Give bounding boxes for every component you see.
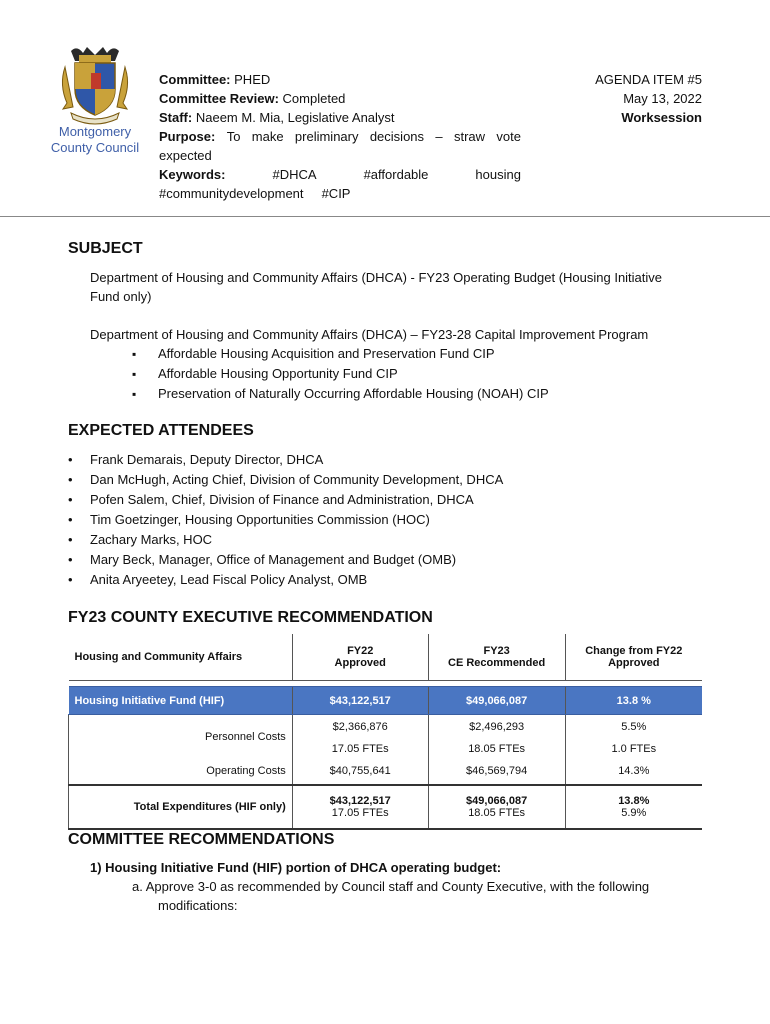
header-line: Approved — [334, 657, 386, 669]
meeting-info — [159, 70, 521, 203]
table-header: Housing and Community Affairs — [69, 634, 293, 681]
table-row — [69, 759, 703, 785]
cell-line: 17.05 FTEs — [331, 806, 389, 819]
purpose-word: To — [226, 129, 241, 144]
purpose-word: make — [251, 129, 284, 144]
cell-line: $49,066,087 — [466, 794, 528, 807]
review-value: Completed — [282, 91, 346, 106]
attendees-heading: EXPECTED ATTENDEES — [68, 422, 254, 439]
table-cell: $2,366,876 — [292, 715, 428, 739]
table-cell: $46,569,794 — [428, 759, 565, 785]
purpose-word: straw — [453, 129, 486, 144]
subject-line: Department of Housing and Community Affairs (DHCA) – FY23-28 Capital Improvement Program — [90, 327, 649, 342]
keyword: #DHCA — [272, 167, 317, 182]
header-line: FY22 — [347, 645, 374, 657]
purpose-line2: expected — [159, 148, 212, 163]
keyword: housing — [475, 167, 521, 182]
subject-heading: SUBJECT — [68, 240, 143, 257]
table-cell: $2,496,293 — [428, 715, 565, 739]
header-line: FY23 — [483, 645, 510, 657]
table-header — [292, 634, 428, 681]
list-item: • Tim Goetzinger, Housing Opportunities Commission (HOC) — [68, 510, 503, 530]
table-row — [69, 687, 703, 715]
committee-label: Committee: — [159, 72, 231, 87]
table-cell: 14.3% — [565, 759, 702, 785]
county-seal-icon — [57, 45, 133, 127]
table-cell: Total Expenditures (HIF only) — [69, 785, 293, 829]
table-row — [69, 785, 703, 829]
table-cell: 1.0 FTEs — [565, 739, 702, 759]
table-cell: $49,066,087 — [428, 687, 565, 715]
review-label: Committee Review: — [159, 91, 279, 106]
rec-item-1a — [132, 877, 712, 915]
table-cell: 17.05 FTEs — [292, 739, 428, 759]
cip-list — [132, 344, 549, 404]
council-name-line2: County Council — [50, 140, 140, 155]
committee-value: PHED — [234, 72, 271, 87]
table-header — [565, 634, 702, 681]
subject-line: Department of Housing and Community Affairs (DHCA) - FY23 Operating Budget (Housing Initiative — [90, 270, 663, 285]
table-cell — [428, 785, 565, 829]
staff-value: Naeem M. Mia, Legislative Analyst — [195, 110, 395, 125]
list-item: • Pofen Salem, Chief, Division of Finance and Administration, DHCA — [68, 490, 503, 510]
purpose-label: Purpose: — [159, 129, 216, 144]
table-header — [428, 634, 565, 681]
purpose-word: decisions — [369, 129, 425, 144]
table-cell: $40,755,641 — [292, 759, 428, 785]
budget-table — [68, 634, 702, 830]
rec-line: a. Approve 3-0 as recommended by Council staff and County Executive, with the following — [132, 879, 650, 894]
header-line: Change from FY22 — [585, 645, 683, 657]
table-cell: $43,122,517 — [292, 687, 428, 715]
agenda-info — [560, 70, 702, 127]
table-cell: Personnel Costs — [69, 715, 293, 759]
rec-item-1: 1) Housing Initiative Fund (HIF) portion of DHCA operating budget: — [90, 860, 502, 875]
cell-line: 13.8% — [618, 794, 650, 807]
subject-text — [90, 268, 662, 344]
header-line: Approved — [608, 657, 660, 669]
purpose-word: preliminary — [294, 129, 359, 144]
recommendation-heading: FY23 COUNTY EXECUTIVE RECOMMENDATION — [68, 609, 433, 626]
cell-line: 5.9% — [621, 806, 647, 819]
attendees-list — [68, 450, 503, 590]
purpose-line — [159, 127, 521, 146]
table-cell: 13.8 % — [565, 687, 702, 715]
header-divider — [0, 216, 770, 217]
keywords-line2: #communitydevelopment #CIP — [159, 186, 351, 201]
subject-line: Fund only) — [90, 289, 152, 304]
header-line: CE Recommended — [448, 657, 546, 669]
table-cell: 5.5% — [565, 715, 702, 739]
list-item: ▪ Affordable Housing Acquisition and Preservation Fund CIP — [132, 344, 549, 364]
table-cell: 18.05 FTEs — [428, 739, 565, 759]
cell-line: 18.05 FTEs — [468, 806, 526, 819]
list-item: • Frank Demarais, Deputy Director, DHCA — [68, 450, 503, 470]
council-name — [40, 124, 150, 156]
list-item: ▪ Affordable Housing Opportunity Fund CIP — [132, 364, 549, 384]
keywords-label: Keywords: — [159, 167, 226, 182]
session-type: Worksession — [621, 110, 702, 125]
table-cell — [292, 785, 428, 829]
list-item: ▪ Preservation of Naturally Occurring Affordable Housing (NOAH) CIP — [132, 384, 549, 404]
meeting-date: May 13, 2022 — [623, 91, 702, 106]
agenda-item: AGENDA ITEM #5 — [595, 72, 702, 87]
cell-line: $43,122,517 — [329, 794, 391, 807]
table-cell: Housing Initiative Fund (HIF) — [69, 687, 293, 715]
purpose-word: vote — [496, 129, 521, 144]
council-name-line1: Montgomery — [58, 124, 132, 139]
keywords-line — [159, 165, 521, 184]
list-item: • Zachary Marks, HOC — [68, 530, 503, 550]
table-cell: Operating Costs — [69, 759, 293, 785]
list-item: • Anita Aryeetey, Lead Fiscal Policy Analyst, OMB — [68, 570, 503, 590]
table-header-row — [69, 634, 703, 681]
committee-recs-heading: COMMITTEE RECOMMENDATIONS — [68, 831, 335, 848]
purpose-word: – — [435, 129, 443, 144]
list-item: • Dan McHugh, Acting Chief, Division of Community Development, DHCA — [68, 470, 503, 490]
list-item: • Mary Beck, Manager, Office of Management and Budget (OMB) — [68, 550, 503, 570]
staff-label: Staff: — [159, 110, 193, 125]
rec-line: modifications: — [158, 898, 238, 913]
keyword: #affordable — [363, 167, 429, 182]
table-row — [69, 715, 703, 739]
table-cell — [565, 785, 702, 829]
